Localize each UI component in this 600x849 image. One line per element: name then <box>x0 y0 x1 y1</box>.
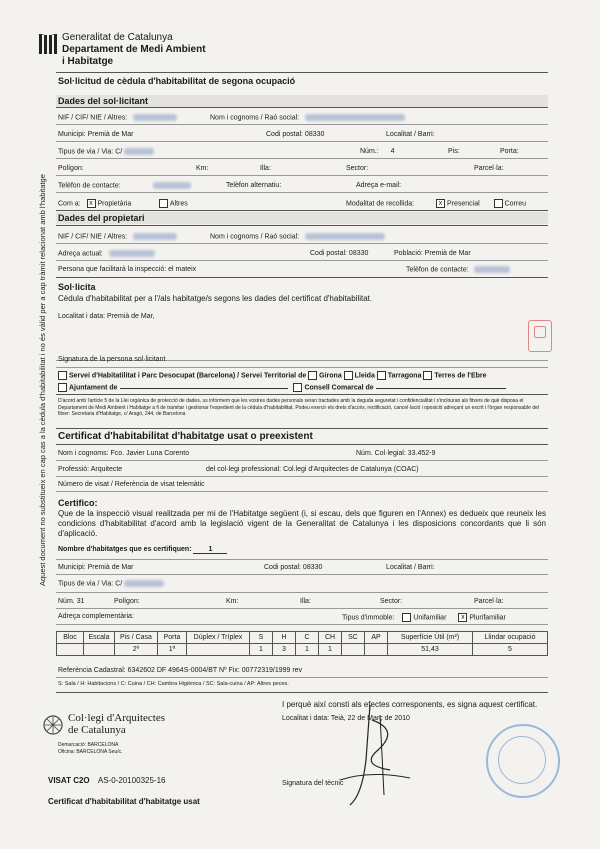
generalitat-logo <box>38 34 58 56</box>
tarragona-label: Tarragona <box>387 372 422 380</box>
table-cell <box>57 644 84 656</box>
owner-section-title: Dades del propietari <box>58 213 145 223</box>
applicant-nif-row <box>58 114 177 121</box>
table-cell: 1 <box>250 644 273 656</box>
municipi-value: Premià de Mar <box>87 131 134 138</box>
num-label: Núm.: <box>360 148 379 155</box>
coac-seal <box>486 724 560 798</box>
cert-num-value: 31 <box>76 598 85 605</box>
college-value: Col.legi d'Arquitectes de Catalunya (COAC) <box>283 466 419 473</box>
owner-town <box>394 250 471 257</box>
applicant-section-title: Dades del sol·licitant <box>58 96 149 106</box>
num-dwellings-row <box>58 546 227 554</box>
plurifamiliar-checkbox[interactable]: x <box>458 613 467 622</box>
visat-row <box>48 776 165 785</box>
cert-poligon-label: Polígon: <box>114 598 140 605</box>
consell-label: Consell Comarcal de <box>304 384 374 392</box>
redacted-phone <box>153 182 191 189</box>
cert-localitat-label: Localitat / Barri: <box>386 564 435 571</box>
coac-cert-label: Certificat d'habitabilitat d'habitatge usat <box>48 797 200 806</box>
property-type-row <box>342 613 506 622</box>
coac-name-line1: Col·legi d'Arquitectes <box>68 712 165 724</box>
ebre-checkbox[interactable] <box>423 371 432 380</box>
applicant-localitat-label: Localitat / Barri: <box>386 131 435 138</box>
redacted-name <box>305 114 405 121</box>
office-row-2 <box>58 383 506 392</box>
table-header-cell: H <box>273 632 296 644</box>
table-cell: 1 <box>319 644 342 656</box>
num-value: 4 <box>390 148 395 155</box>
table-legend: S: Sala / H: Habitacions / C: Cuina / CH: Cambra Higiènica / SC: Sala-cuina / AP: Altres peces. <box>58 681 289 687</box>
request-text: Cèdula d'habitabilitat per a l'/als habitatge/s segons les dades del certificat d'habitabilitat. <box>58 294 373 303</box>
facilitator-row <box>58 266 196 273</box>
signature-label: Signatura del tècnic <box>282 780 344 787</box>
closing-text: I perquè així consti als efectes corresponents, es signa aquest certificat. <box>282 700 538 709</box>
dwelling-table <box>56 631 548 656</box>
applicant-via <box>58 148 154 155</box>
side-disclaimer: Aquest document no substitueix en cap cas a la cèdula d'habitabilitat i no és vàlid per a cap tràmit relacionat amb l'habitatge <box>38 174 47 586</box>
property-type-label: Tipus d'immoble: <box>342 614 395 622</box>
profession-label: Professió: <box>58 466 90 473</box>
college-row <box>206 466 419 473</box>
small-stamp <box>528 320 552 352</box>
tech-name-value: Fco. Javier Luna Corento <box>110 450 190 457</box>
request-place-date-label: Localitat i data: <box>58 313 106 320</box>
oficina-value: BARCELONA Seu/c. <box>76 749 123 755</box>
others-checkbox[interactable] <box>159 199 168 208</box>
facilitator-label: Persona que facilitarà la inspecció: <box>58 266 167 273</box>
table-cell: 1 <box>296 644 319 656</box>
table-header-cell: Dúplex / Tríplex <box>187 632 250 644</box>
oficina-label: Oficina: <box>58 749 75 755</box>
redacted-owner-address <box>109 250 155 257</box>
table-header-cell: Escala <box>84 632 115 644</box>
owner-name-row <box>210 233 385 240</box>
applicant-alt-phone-label: Telèfon alternatiu: <box>226 182 282 189</box>
redacted-owner-nif <box>133 233 177 240</box>
consell-checkbox[interactable] <box>293 383 302 392</box>
table-header-cell: S <box>250 632 273 644</box>
request-place-date-value: Premià de Mar, <box>107 313 155 320</box>
applicant-nif-label: NIF / CIF/ NIE / Altres: <box>58 114 128 122</box>
table-cell <box>342 644 365 656</box>
certificate-title: Certificat d'habitabilitat d'habitatge usat o preexistent <box>58 431 313 442</box>
lleida-label: Lleida <box>354 372 375 380</box>
table-cell: 1ª <box>158 644 187 656</box>
facilitator-value: el mateix <box>168 266 197 273</box>
mail-label: Correu <box>504 200 526 208</box>
owner-option-label: Propietària <box>97 200 132 208</box>
applicant-name-row <box>210 114 405 121</box>
cert-illa-label: Illa: <box>300 598 311 605</box>
header-dept-line1: Departament de Medi Ambient <box>62 44 206 55</box>
via-label: Tipus de via / Via: <box>58 148 114 156</box>
table-cell: 3 <box>273 644 296 656</box>
applicant-municipi <box>58 131 133 138</box>
applicant-email-label: Adreça e-mail: <box>356 182 402 189</box>
owner-cp-label: Codi postal: <box>310 250 347 257</box>
owner-address-label: Adreça actual: <box>58 250 103 258</box>
owner-name-label: Nom i cognoms / Raó social: <box>210 233 300 241</box>
owner-cp <box>310 250 368 257</box>
plurifamiliar-label: Plurifamiliar <box>469 614 506 622</box>
applicant-pis-label: Pis: <box>448 148 460 155</box>
pickup-mode <box>346 199 526 208</box>
table-header-cell: Llindar ocupació <box>473 632 548 644</box>
tech-name-label: Nom i cognoms: <box>58 450 109 457</box>
applicant-phone <box>58 182 191 189</box>
college-num-value: 33.452-9 <box>407 450 436 457</box>
coac-name-line2: de Catalunya <box>68 724 126 736</box>
applicant-km-label: Km: <box>196 165 209 172</box>
owner-phone-row <box>406 266 510 273</box>
cert-via-prefix: C/ <box>115 580 123 588</box>
header-org: Generalitat de Catalunya <box>62 32 173 43</box>
unifamiliar-label: Unifamiliar <box>413 614 447 622</box>
profession-value: Arquitecte <box>90 466 123 473</box>
cert-sector-label: Sector: <box>380 598 403 605</box>
visa-label: Número de visat / Referència de visat telemàtic <box>58 481 205 488</box>
cert-num-row <box>58 598 84 605</box>
office-row-1 <box>58 371 487 380</box>
visat-number: AS-0-20100325-16 <box>97 776 166 785</box>
cert-parcela-label: Parcel·la: <box>474 598 504 605</box>
redacted-street <box>124 148 154 155</box>
girona-checkbox[interactable] <box>308 371 317 380</box>
table-header-row <box>57 632 548 644</box>
table-header-cell: Porta <box>158 632 187 644</box>
owner-town-value: Premià de Mar <box>424 250 471 257</box>
certifies-text: Que de la inspecció visual realitzada per mi de l'Habitatge següent (i, si escau, dels que figuren en l'Annex) es dedueix que reuneix les condicions d'habitabilitat d'acord amb la legislació vigent de la Generalitat de Catalunya i les disposicions concordants que li són d'aplicació. <box>58 509 546 538</box>
cert-via-label: Tipus de via / Via: <box>58 580 114 588</box>
form-title: Sol·licitud de cèdula d'habitabilitat de segona ocupació <box>58 76 296 86</box>
redacted-owner-phone <box>474 266 510 273</box>
cp-label: Codi postal: <box>266 131 303 138</box>
cert-municipi-value: Premià de Mar <box>87 564 134 571</box>
request-heading: Sol·licita <box>58 282 96 292</box>
college-num-row <box>356 450 435 457</box>
cp-value: 08330 <box>304 131 325 138</box>
request-signature-label: Signatura de la persona sol·licitant <box>58 356 166 363</box>
in-person-checkbox[interactable]: x <box>436 199 445 208</box>
owner-address-row <box>58 250 155 257</box>
office-servei-label: Servei d'Habitatilitat i Parc Desocupat (Barcelona) / Servei Territorial de <box>68 372 307 380</box>
cadastral-reference: Referència Cadastral: 6342602 DF 4964S-0004/BT Nº Fix: 00772319/1999 rev <box>58 667 303 674</box>
cert-via-row <box>58 580 164 587</box>
college-num-label: Núm. Col·legial: <box>356 450 406 457</box>
unifamiliar-checkbox[interactable] <box>402 613 411 622</box>
owner-phone-label: Telèfon de contacte: <box>406 266 469 274</box>
ajuntament-checkbox[interactable] <box>58 383 67 392</box>
coac-oficina <box>58 749 122 755</box>
table-cell: 2º <box>115 644 158 656</box>
demarcacio-value: BARCELONA <box>87 742 119 748</box>
table-cell <box>365 644 388 656</box>
owner-cp-value: 08330 <box>348 250 369 257</box>
owner-town-label: Població: <box>394 250 423 257</box>
cert-km-label: Km: <box>226 598 239 605</box>
cert-place-date-label: Localitat i data: <box>282 715 330 722</box>
coac-logo-icon <box>42 714 64 736</box>
owner-nif-label: NIF / CIF/ NIE / Altres: <box>58 233 128 241</box>
request-place-date <box>58 313 155 320</box>
table-header-cell: C <box>296 632 319 644</box>
legal-notice: D'acord amb l'article 5 de la Llei orgànica de protecció de dades, us informem que les vostres dades personals seran tractades amb la deguda seguretat i confidencialitat i s'inclouran als fitxers de què disposa el Departament de Medi Ambient i Habitatge a fi de tramitar i gestionar l'expedient de la cèdula d'habitabilitat. Podeu exercir els drets d'accés, rectificació, cancel·lació i oposició adreçant un escrit i l'òrgan responsable del fitxer: Secretaria d'Habitatge, c/ Aragó, 244, de Barcelona <box>58 398 540 417</box>
applicant-cp <box>266 131 324 138</box>
owner-checkbox[interactable]: x <box>87 199 96 208</box>
table-header-cell: Superfície Útil (m²) <box>388 632 473 644</box>
certifies-heading: Certifico: <box>58 498 98 508</box>
coac-demarcacio <box>58 742 118 748</box>
cert-municipi-label: Municipi: <box>58 564 86 571</box>
applicant-num <box>360 148 395 155</box>
municipi-label: Municipi: <box>58 131 86 138</box>
table-cell <box>187 644 250 656</box>
table-header-cell: Pis / Casa <box>115 632 158 644</box>
lleida-checkbox[interactable] <box>344 371 353 380</box>
redacted-nif <box>133 114 177 121</box>
owner-nif-row <box>58 233 177 240</box>
table-cell: 51,43 <box>388 644 473 656</box>
visat-label: VISAT C2O <box>48 776 90 785</box>
role-label: Com a: <box>58 200 81 208</box>
cert-complement-label: Adreça complementària: <box>58 613 134 620</box>
table-cell <box>84 644 115 656</box>
applicant-illa-label: Illa: <box>260 165 271 172</box>
profession-row <box>58 466 122 473</box>
demarcacio-label: Demarcació: <box>58 742 87 748</box>
cert-cp-row <box>264 564 322 571</box>
phone-label: Telèfon de contacte: <box>58 182 121 190</box>
cert-cp-value: 08330 <box>302 564 323 571</box>
in-person-label: Presencial <box>447 200 480 208</box>
mail-checkbox[interactable] <box>494 199 503 208</box>
table-row <box>57 644 548 656</box>
ebre-label: Terres de l'Ebre <box>434 372 487 380</box>
num-dwellings-value: 1 <box>193 546 227 554</box>
girona-label: Girona <box>319 372 342 380</box>
applicant-poligon-label: Polígon: <box>58 165 84 172</box>
table-header-cell: AP <box>365 632 388 644</box>
table-header-cell: CH <box>319 632 342 644</box>
applicant-role <box>58 199 188 208</box>
cert-cp-label: Codi postal: <box>264 564 301 571</box>
pickup-label: Modalitat de recollida: <box>346 200 415 208</box>
college-label: del col·legi professional: <box>206 466 282 473</box>
applicant-sector-label: Sector: <box>346 165 369 172</box>
redacted-owner-name <box>305 233 385 240</box>
table-header-cell: SC <box>342 632 365 644</box>
applicant-name-label: Nom i cognoms / Raó social: <box>210 114 300 122</box>
office-servei-checkbox[interactable] <box>58 371 67 380</box>
header-dept-line2: i Habitatge <box>62 56 114 67</box>
via-prefix: C/ <box>115 148 123 156</box>
num-dwellings-label: Nombre d'habitatges que es certifiquen: <box>58 546 192 553</box>
applicant-parcela-label: Parcel·la: <box>474 165 504 172</box>
cert-place-date-value: Teià, 22 de Març de 2010 <box>330 715 410 722</box>
table-header-cell: Bloc <box>57 632 84 644</box>
cert-municipi-row <box>58 564 133 571</box>
applicant-porta-label: Porta: <box>500 148 519 155</box>
redacted-cert-street <box>124 580 164 587</box>
tech-name-row <box>58 450 189 457</box>
others-option-label: Altres <box>169 200 188 208</box>
tarragona-checkbox[interactable] <box>377 371 386 380</box>
table-cell: 5 <box>473 644 548 656</box>
cert-num-label: Núm. <box>58 598 75 605</box>
ajuntament-label: Ajuntament de <box>68 384 118 392</box>
technician-signature <box>300 700 440 810</box>
